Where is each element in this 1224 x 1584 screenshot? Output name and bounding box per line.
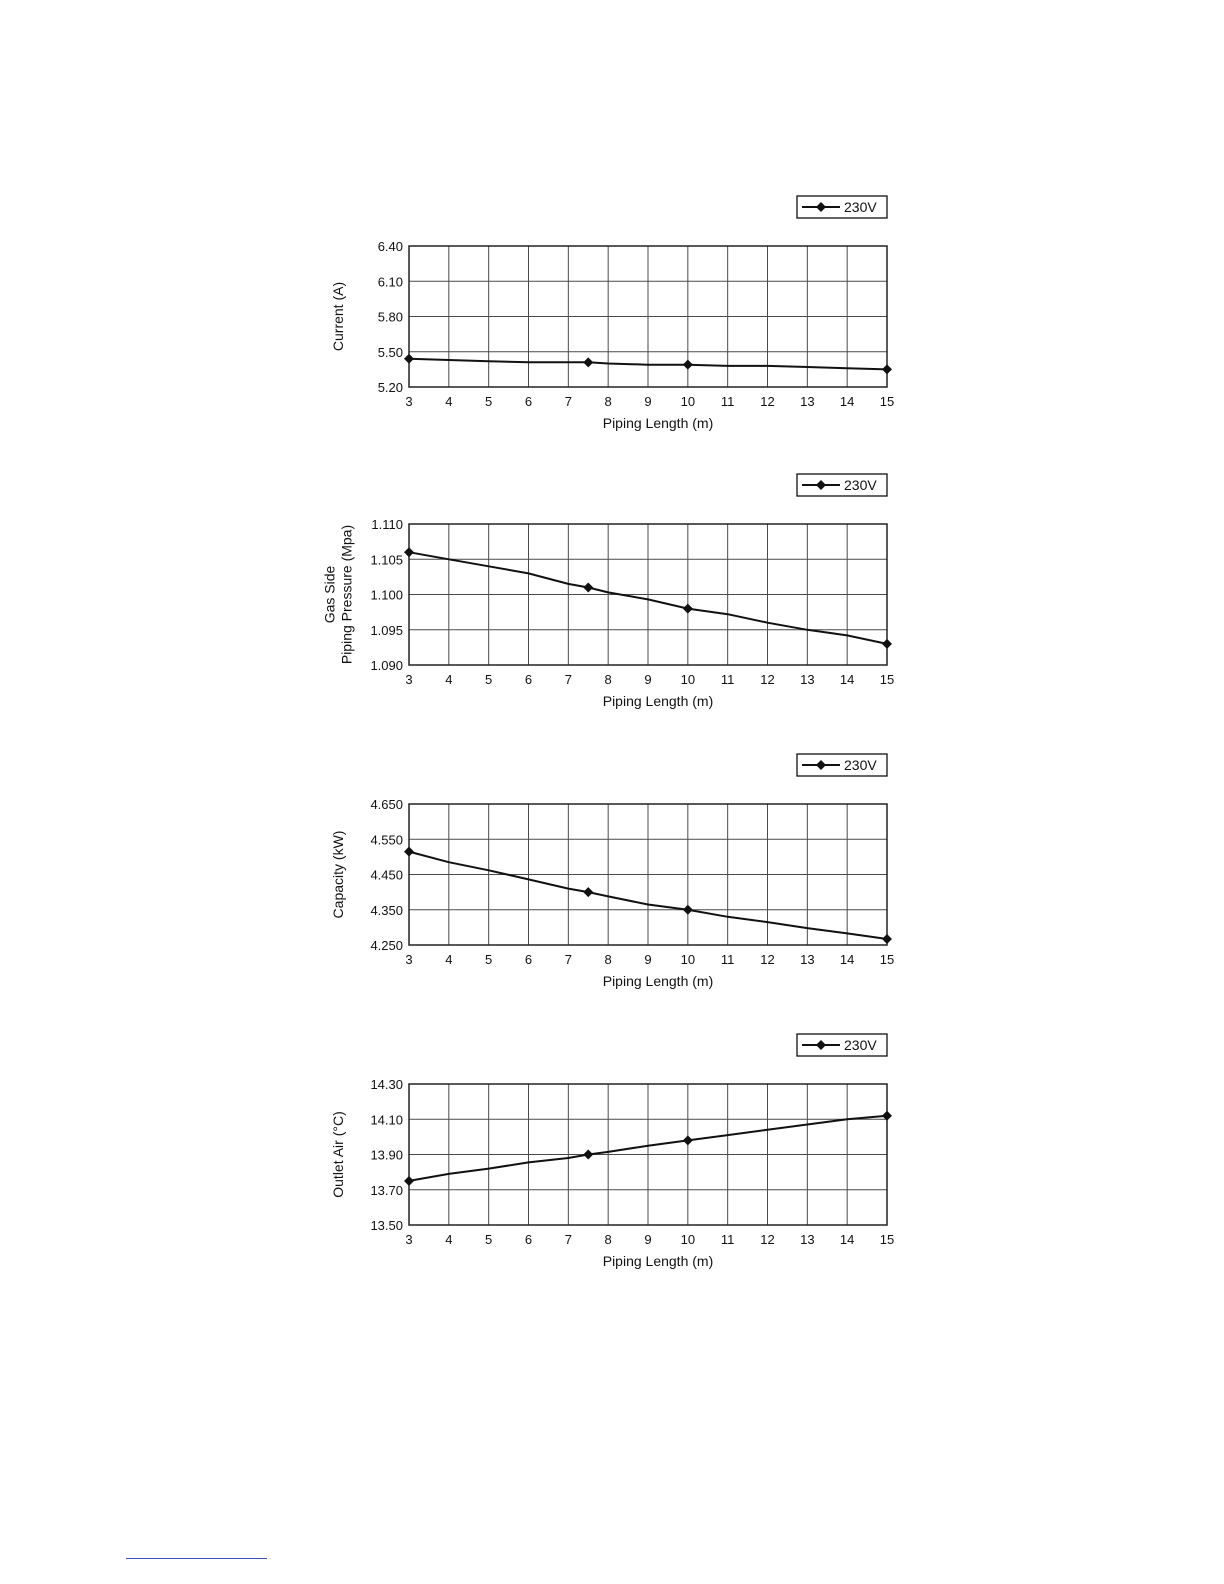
data-point-marker — [583, 887, 593, 897]
legend — [797, 474, 887, 496]
y-tick-label: 4.250 — [370, 938, 403, 953]
legend — [797, 196, 887, 218]
data-point-marker — [404, 1176, 414, 1186]
y-tick-label: 5.80 — [377, 309, 403, 325]
data-point-marker — [404, 354, 414, 364]
x-tick-label: 9 — [644, 952, 652, 967]
x-tick-label: 9 — [644, 1232, 652, 1247]
x-tick-label: 6 — [524, 394, 533, 409]
y-tick-label: 1.110 — [371, 517, 403, 532]
x-tick-label: 5 — [485, 1232, 493, 1247]
data-point-marker — [583, 357, 593, 367]
x-axis-label: Piping Length (m) — [602, 415, 714, 431]
legend — [797, 1034, 887, 1056]
x-tick-label: 13 — [800, 952, 815, 967]
gas-pressure-chart — [0, 468, 1224, 718]
y-axis-label: Gas Side — [321, 565, 338, 624]
y-axis-label: Capacity (kW) — [330, 830, 346, 919]
x-tick-label: 10 — [680, 952, 696, 967]
footnote-divider — [126, 1558, 267, 1559]
data-point-marker — [583, 582, 593, 592]
x-tick-label: 13 — [800, 1232, 815, 1247]
data-point-marker — [882, 364, 892, 374]
outlet-air-chart — [0, 1028, 1224, 1278]
data-point-marker — [683, 905, 693, 915]
data-point-marker — [882, 639, 892, 649]
y-tick-label: 13.90 — [370, 1147, 403, 1163]
y-tick-label: 6.10 — [377, 274, 403, 290]
x-tick-label: 8 — [604, 1232, 612, 1247]
grid-lines — [409, 246, 887, 387]
y-tick-label: 1.105 — [370, 552, 403, 568]
y-tick-label: 4.350 — [370, 902, 403, 918]
x-tick-label: 12 — [760, 672, 775, 687]
y-tick-label: 5.50 — [377, 344, 403, 360]
grid-lines — [409, 524, 887, 665]
grid-lines — [409, 804, 887, 945]
x-tick-label: 7 — [564, 394, 572, 409]
x-tick-label: 12 — [760, 394, 775, 409]
x-tick-label: 3 — [405, 394, 413, 409]
x-tick-label: 12 — [760, 952, 775, 967]
x-tick-label: 8 — [604, 952, 612, 967]
data-point-marker — [404, 547, 414, 557]
x-tick-label: 5 — [485, 672, 493, 687]
x-tick-label: 15 — [879, 672, 895, 687]
y-tick-label: 4.450 — [370, 867, 403, 883]
x-tick-label: 15 — [879, 952, 895, 967]
x-tick-label: 8 — [604, 394, 612, 409]
legend — [797, 754, 887, 776]
legend-label: 230V — [844, 199, 877, 215]
x-tick-label: 13 — [800, 672, 815, 687]
y-axis-label: Current (A) — [330, 281, 346, 352]
y-tick-label: 4.550 — [370, 832, 403, 848]
x-tick-label: 6 — [524, 1232, 533, 1247]
x-tick-label: 11 — [720, 1232, 735, 1247]
x-axis-label: Piping Length (m) — [602, 973, 714, 989]
capacity-chart — [0, 748, 1224, 998]
x-tick-label: 10 — [680, 394, 696, 409]
x-tick-label: 14 — [839, 1232, 855, 1247]
x-tick-label: 12 — [760, 1232, 775, 1247]
x-axis-label: Piping Length (m) — [602, 1253, 714, 1269]
y-tick-label: 14.30 — [370, 1077, 403, 1092]
y-tick-label: 14.10 — [370, 1112, 403, 1128]
y-tick-label: 1.090 — [370, 658, 403, 673]
x-tick-label: 8 — [604, 672, 612, 687]
x-tick-label: 10 — [680, 672, 696, 687]
x-tick-label: 3 — [405, 1232, 413, 1247]
x-tick-label: 11 — [720, 952, 735, 967]
x-tick-label: 5 — [485, 952, 493, 967]
x-tick-label: 13 — [800, 394, 815, 409]
data-point-marker — [404, 847, 414, 857]
data-point-marker — [683, 604, 693, 614]
x-tick-label: 5 — [485, 394, 493, 409]
data-point-marker — [683, 360, 693, 370]
x-tick-label: 15 — [879, 394, 895, 409]
legend-label: 230V — [844, 757, 877, 773]
legend-label: 230V — [844, 1037, 877, 1053]
x-tick-label: 4 — [445, 672, 453, 687]
y-tick-label: 4.650 — [370, 797, 403, 812]
x-tick-label: 4 — [445, 1232, 453, 1247]
x-tick-label: 6 — [524, 672, 533, 687]
x-tick-label: 7 — [564, 1232, 572, 1247]
x-tick-label: 14 — [839, 394, 855, 409]
y-tick-label: 6.40 — [377, 239, 403, 254]
x-axis-label: Piping Length (m) — [602, 693, 714, 709]
y-axis-label: Piping Pressure (Mpa) — [338, 524, 355, 665]
x-tick-label: 4 — [445, 952, 453, 967]
y-tick-label: 13.70 — [370, 1182, 403, 1198]
x-tick-label: 6 — [524, 952, 533, 967]
x-tick-label: 10 — [680, 1232, 696, 1247]
data-point-marker — [683, 1135, 693, 1145]
x-tick-label: 15 — [879, 1232, 895, 1247]
x-tick-label: 3 — [405, 672, 413, 687]
current-chart — [0, 190, 1224, 440]
y-tick-label: 13.50 — [370, 1218, 403, 1233]
legend-label: 230V — [844, 477, 877, 493]
x-tick-label: 11 — [720, 672, 735, 687]
x-tick-label: 7 — [564, 672, 572, 687]
data-point-marker — [583, 1150, 593, 1160]
x-tick-label: 11 — [720, 394, 735, 409]
x-tick-label: 7 — [564, 952, 572, 967]
x-tick-label: 14 — [839, 672, 855, 687]
y-tick-label: 1.095 — [370, 622, 403, 638]
x-tick-label: 14 — [839, 952, 855, 967]
x-tick-label: 4 — [445, 394, 453, 409]
x-tick-label: 9 — [644, 394, 652, 409]
y-tick-label: 1.100 — [370, 587, 403, 603]
y-tick-label: 5.20 — [377, 380, 403, 395]
grid-lines — [409, 1084, 887, 1225]
y-axis-label: Outlet Air (°C) — [330, 1111, 346, 1198]
data-point-marker — [882, 934, 892, 944]
x-tick-label: 9 — [644, 672, 652, 687]
x-tick-label: 3 — [405, 952, 413, 967]
